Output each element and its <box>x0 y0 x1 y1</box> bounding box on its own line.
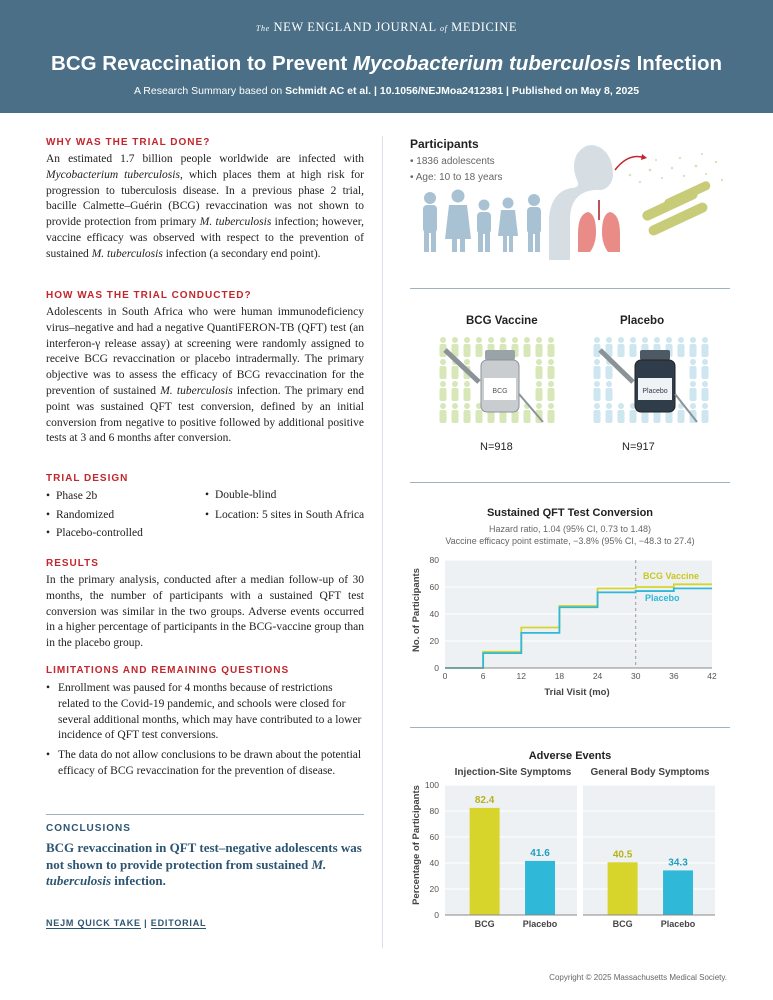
qft-y-tick-label: 40 <box>429 609 439 619</box>
quick-take-link[interactable]: NEJM QUICK TAKE <box>46 918 141 928</box>
arms-illustration <box>435 330 730 442</box>
qft-x-tick-label: 24 <box>592 671 603 681</box>
list-item: • Placebo-controlled <box>46 524 196 543</box>
placebo-n: N=917 <box>622 441 655 453</box>
ae-y-tick-label: 80 <box>429 806 439 816</box>
participants-heading: Participants <box>410 137 479 151</box>
why-text: An estimated 1.7 billion people worldwide are infected with Mycobacterium tuberculosis, which places them at high risk for progression to tuberculosis disease. In a previous phase 2 trial, bacille Calmette–Guérin (BCG) revaccination was not shown to provide protection from primary M. tuberculosis infection; however, vaccine efficacy was observed with respect to the prevention of sustained M. tuberculosis infection (a secondary end point). <box>46 153 365 260</box>
qft-y-tick-label: 20 <box>429 636 439 646</box>
citation-link[interactable]: Schmidt AC et al. | 10.1056/NEJMoa2412381 | Published on May 8, 2025 <box>285 85 640 97</box>
person-icon <box>423 192 437 252</box>
footer-links: NEJM QUICK TAKE | EDITORIAL <box>46 918 207 928</box>
qft-legend-placebo: Placebo <box>645 593 680 603</box>
ae-chart-title: Adverse Events <box>528 750 612 762</box>
design-list-left <box>46 487 196 543</box>
divider <box>410 727 730 728</box>
list-item: • Enrollment was paused for 4 months because of restrictions related to the Covid-19 pandemic, and schools were closed for several additional months, which may have contributed to a lower incidence of QFT test conversions. <box>46 681 364 744</box>
ae-bar-value: 41.6 <box>530 847 550 859</box>
ae-category-label: BCG <box>474 919 495 929</box>
journal-name: The NEW ENGLAND JOURNAL of MEDICINE <box>255 20 518 34</box>
placebo-arm-title: Placebo <box>620 315 665 327</box>
ae-panel1-title: Injection-Site Symptoms <box>454 767 572 778</box>
qft-y-tick-label: 0 <box>434 663 439 673</box>
ae-bar <box>470 808 500 915</box>
column-divider <box>382 136 383 948</box>
ae-bar <box>608 862 638 915</box>
limitations-heading: LIMITATIONS AND REMAINING QUESTIONS <box>46 665 290 676</box>
header-banner <box>0 0 773 113</box>
list-item: • Location: 5 sites in South Africa <box>205 507 365 523</box>
divider <box>410 288 730 289</box>
qft-x-tick-label: 12 <box>516 671 527 681</box>
qft-legend-bcg: BCG Vaccine <box>643 571 700 581</box>
list-item: • Double-blind <box>205 487 365 503</box>
participants-item: • 1836 adolescents <box>410 156 495 167</box>
ae-y-tick-label: 20 <box>429 884 439 894</box>
design-list-right <box>205 487 365 523</box>
person-icon <box>498 198 518 253</box>
qft-x-tick-label: 36 <box>669 671 679 681</box>
limitations-list <box>46 681 364 784</box>
ae-category-label: Placebo <box>522 919 558 929</box>
ae-category-label: Placebo <box>660 919 696 929</box>
qft-x-axis-label: Trial Visit (mo) <box>544 687 610 698</box>
ae-plot-area <box>425 780 715 929</box>
bacteria-icon <box>641 180 712 237</box>
qft-hazard-ratio: Hazard ratio, 1.04 (95% CI, 0.73 to 1.48) <box>488 524 652 534</box>
how-text: Adolescents in South Africa who were human immunodeficiency virus–negative and had a negative QuantiFERON-TB (QFT) test (an interferon-γ release assay) at screening were randomly assigned to receive BCG revaccination or placebo intradermally. The primary objective was to assess the efficacy of BCG revaccination for the prevention of sustained M. tuberculosis infection. The primary end point was sustained QFT test conversion, defined by an initial conversion from negative to positive followed by additional positive tests at 3 and 6 months after conversion. <box>46 306 364 445</box>
conclusions-heading: CONCLUSIONS <box>46 823 131 834</box>
person-icon <box>445 190 471 253</box>
conclusions-text: BCG revaccination in QFT test–negative adolescents was not shown to provide protection from sustained M. tuberculosis infection. <box>46 840 362 888</box>
qft-vaccine-efficacy: Vaccine efficacy point estimate, −3.8% (95% CI, −48.3 to 27.4) <box>445 536 695 546</box>
design-heading: TRIAL DESIGN <box>46 473 129 484</box>
ae-chart <box>405 775 730 935</box>
ae-y-tick-label: 100 <box>424 780 439 790</box>
bcg-arm-title: BCG Vaccine <box>466 315 538 327</box>
ae-y-tick-label: 60 <box>429 832 439 842</box>
ae-y-tick-label: 40 <box>429 858 439 868</box>
qft-y-tick-label: 60 <box>429 582 439 592</box>
person-icon <box>477 200 491 253</box>
list-item: • The data do not allow conclusions to be drawn about the potential efficacy of BCG revaccination for the prevention of disease. <box>46 748 364 780</box>
ae-category-label: BCG <box>612 919 633 929</box>
divider <box>46 814 364 815</box>
copyright: Copyright © 2025 Massachusetts Medical Society. <box>549 973 727 982</box>
page-title: BCG Revaccination to Prevent Mycobacterium tuberculosis Infection <box>51 52 722 75</box>
bcg-n: N=918 <box>480 441 513 453</box>
ae-bar-value: 40.5 <box>612 849 633 861</box>
divider <box>410 482 730 483</box>
qft-chart-title: Sustained QFT Test Conversion <box>486 507 654 519</box>
how-heading: HOW WAS THE TRIAL CONDUCTED? <box>46 290 252 301</box>
qft-x-tick-label: 6 <box>480 671 486 681</box>
ae-panel-background <box>583 785 715 915</box>
ae-panel2-title: General Body Symptoms <box>590 767 710 778</box>
qft-x-tick-label: 30 <box>630 671 641 681</box>
qft-y-tick-label: 80 <box>429 555 439 565</box>
person-icon <box>527 194 541 252</box>
page-subtitle: A Research Summary based on Schmidt AC et al. | 10.1056/NEJMoa2412381 | Published on May 8, 2025 <box>133 85 640 97</box>
ae-bar-value: 82.4 <box>474 794 495 806</box>
ae-bar <box>663 870 693 915</box>
list-item: • Phase 2b <box>46 487 196 506</box>
lungs-figure-icon <box>549 145 647 260</box>
qft-x-tick-label: 0 <box>442 671 448 681</box>
ae-y-tick-label: 0 <box>434 910 439 920</box>
placebo-vial-label: Placebo <box>642 388 668 395</box>
editorial-link[interactable]: EDITORIAL <box>150 918 207 928</box>
list-item: • Randomized <box>46 506 196 525</box>
qft-x-tick-label: 18 <box>554 671 565 681</box>
ae-panel-background <box>445 785 577 915</box>
participants-illustration <box>410 130 730 260</box>
qft-y-axis-label: No. of Participants <box>411 568 422 652</box>
qft-chart <box>405 550 730 705</box>
ae-y-axis-label: Percentage of Participants <box>411 785 422 905</box>
bcg-vial-label: BCG <box>492 388 508 395</box>
participants-item: • Age: 10 to 18 years <box>410 172 503 183</box>
results-text: In the primary analysis, conducted after a median follow-up of 30 months, the number of participants with a sustained QFT test conversion was similar in the two groups. Adverse events occurred in a higher percentage of participants in the BCG-vaccine group than in the placebo group. <box>46 574 364 650</box>
results-heading: RESULTS <box>46 558 99 569</box>
why-heading: WHY WAS THE TRIAL DONE? <box>46 137 211 148</box>
ae-bar-value: 34.3 <box>668 857 688 869</box>
qft-x-tick-label: 42 <box>707 671 717 681</box>
ae-bar <box>525 861 555 915</box>
